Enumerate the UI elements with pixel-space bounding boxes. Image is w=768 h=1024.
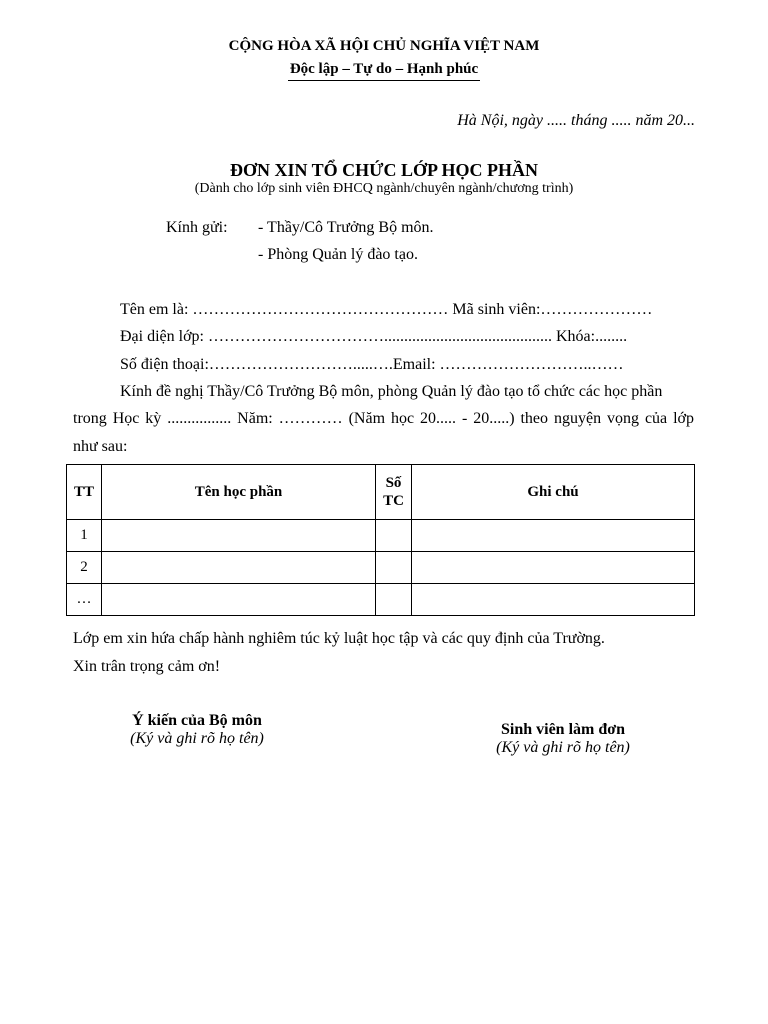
table-header-row (67, 465, 695, 520)
form-title: ĐƠN XIN TỔ CHỨC LỚP HỌC PHẦN (229, 160, 538, 180)
department-signature-title: Ý kiến của Bộ môn (132, 712, 262, 729)
student-signature-note: (Ký và ghi rõ họ tên) (496, 739, 630, 756)
cell-credits (376, 520, 412, 552)
recipient-line: - Phòng Quản lý đào tạo. (258, 246, 418, 263)
student-name-line: Tên em là: ………………………………………… Mã sinh viên:………………… (120, 301, 653, 318)
table-row (67, 552, 695, 584)
national-motto: Độc lập – Tự do – Hạnh phúc (288, 61, 480, 81)
col-header-note: Ghi chú (412, 465, 695, 520)
table-row (67, 520, 695, 552)
recipient-line: - Thầy/Cô Trưởng Bộ môn. (258, 219, 434, 236)
cell-note (412, 584, 695, 616)
request-line: Kính đề nghị Thầy/Cô Trưởng Bộ môn, phòng Quản lý đào tạo tổ chức các học phần (120, 383, 663, 400)
cell-course-name (102, 584, 376, 616)
request-line: như sau: (73, 438, 128, 455)
cell-credits (376, 584, 412, 616)
place-date: Hà Nội, ngày ..... tháng ..... năm 20... (457, 112, 695, 129)
cell-tt: 1 (67, 520, 102, 552)
student-signature-block (463, 721, 663, 757)
credits-header-line: Số (385, 475, 402, 491)
motto-block (0, 60, 768, 81)
request-line: trong Học kỳ ................ Năm: ………… (Năm học 20..... - 20.....) theo nguyện vọng của lớp (73, 410, 694, 427)
cell-note (412, 552, 695, 584)
contact-line: Số điện thoại:……………………….....….Email: ………………………..…… (120, 356, 624, 373)
cell-tt: … (67, 584, 102, 616)
cell-course-name (102, 552, 376, 584)
cell-credits (376, 552, 412, 584)
student-signature-title: Sinh viên làm đơn (500, 721, 625, 738)
course-table (66, 464, 695, 616)
cell-note (412, 520, 695, 552)
form-subtitle: (Dành cho lớp sinh viên ĐHCQ ngành/chuyên ngành/chương trình) (194, 181, 574, 196)
col-header-course-name: Tên học phần (102, 465, 376, 520)
table-row (67, 584, 695, 616)
cell-tt: 2 (67, 552, 102, 584)
department-signature-block (97, 712, 297, 748)
class-rep-line: Đại diện lớp: …………………………….......................................... Khóa:........ (120, 328, 628, 345)
kinh-gui-label: Kính gửi: (166, 219, 228, 236)
department-signature-note: (Ký và ghi rõ họ tên) (130, 730, 264, 747)
cell-course-name (102, 520, 376, 552)
credits-header-line: TC (383, 493, 404, 509)
col-header-tt: TT (67, 465, 102, 520)
commitment-line: Lớp em xin hứa chấp hành nghiêm túc kỷ luật học tập và các quy định của Trường. (73, 630, 605, 647)
col-header-credits (376, 465, 412, 520)
national-title: CỘNG HÒA XÃ HỘI CHỦ NGHĨA VIỆT NAM (228, 38, 540, 54)
thanks-line: Xin trân trọng cảm ơn! (73, 658, 221, 675)
